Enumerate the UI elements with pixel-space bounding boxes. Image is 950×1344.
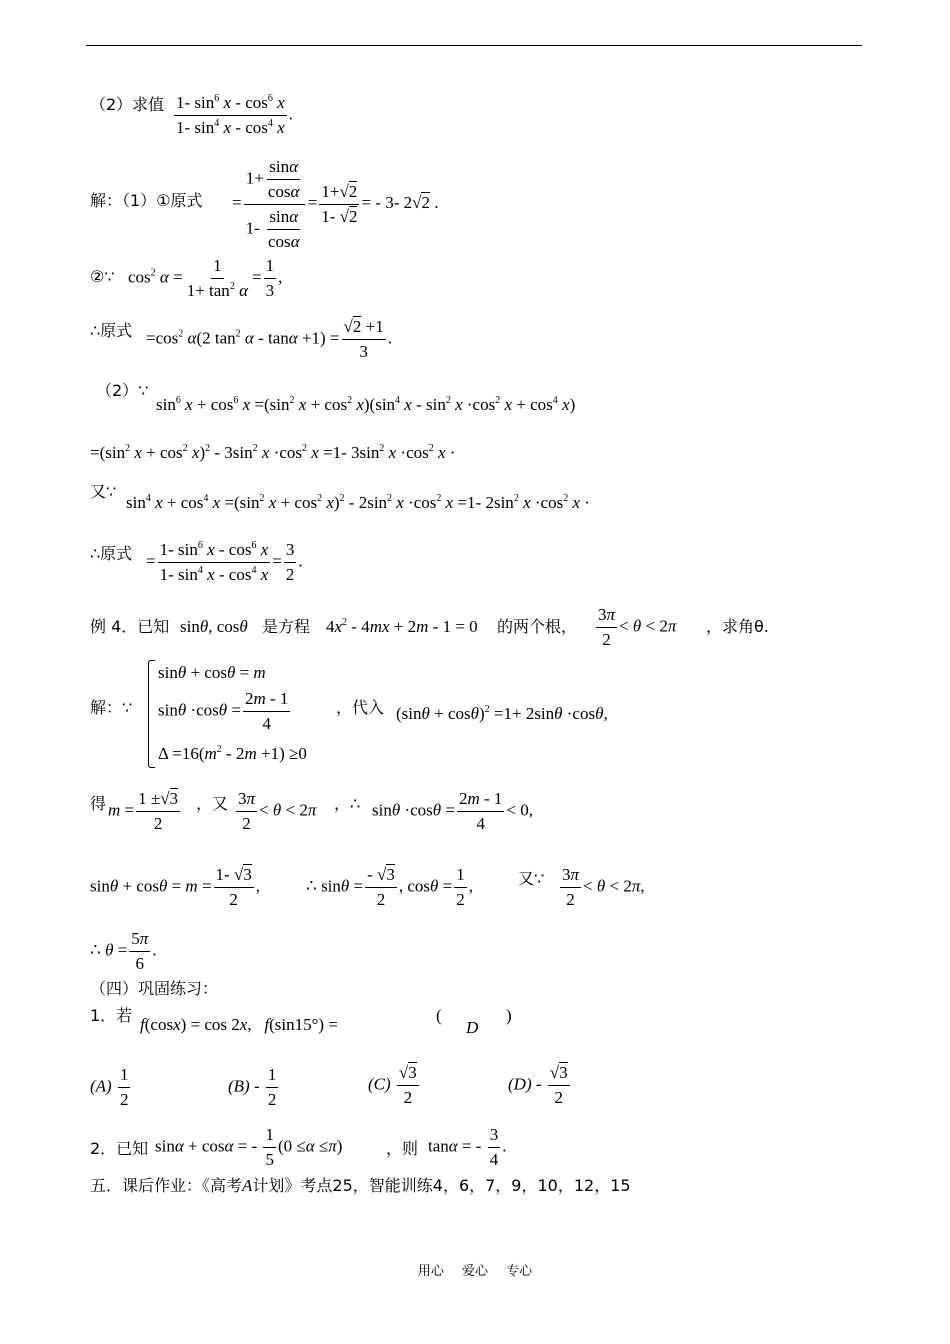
therefore-formula-2: = $\frac{1- \sin^6 x - \cos^6 x}{1- \sin^4 x - \cos^4 x}$ = $\frac{3}{2}$ . xyxy=(146,540,303,584)
get-m-formula: m = $\frac{1 \pm√3}{2}$ xyxy=(108,789,179,833)
example4-prefix: 例 4．已知 xyxy=(90,617,170,636)
therefore-label-1: ∴原式 xyxy=(90,321,133,340)
therefore-label-2: ∴原式 xyxy=(90,544,133,563)
example4-sincos: sinθ, cosθ xyxy=(180,617,248,636)
get-label: 得 xyxy=(90,794,107,813)
theta-result: ∴ θ = $\frac{5\pi}{6}$ . xyxy=(90,929,157,973)
section-four-heading: （四）巩固练习： xyxy=(90,979,219,998)
option-c: (C) $\frac{√3}{2}$ xyxy=(368,1063,417,1107)
solution-label: 解：（1）①原式 xyxy=(90,191,203,210)
part2-identity-1: $\sin^6 x + \cos^6 x =(\sin^2$ $x + \cos^2 x)(\sin^4$ $x - \sin^2 x \cdot\cos^2$ $x + \cos^4 x$) xyxy=(156,395,576,414)
example4-range: $\frac{3\pi}{2}$ < θ < 2π xyxy=(598,605,677,649)
option-a: (A) $\frac{1}{2}$ xyxy=(90,1065,129,1109)
step-2-formula: $\cos^2 \alpha$ = $\frac{1}{1+ \tan^2 \alpha}$ = $\frac{1}{3}$ , xyxy=(128,256,283,300)
product-formula: sinθ ·cosθ = $\frac{2m - 1}{4}$ < 0, xyxy=(372,789,534,833)
q2-condition: sinα + cosα = - $\frac{1}{5}$ (0 ≤α ≤π) xyxy=(155,1125,343,1169)
header-rule xyxy=(86,45,862,46)
q1-paren-left: ( xyxy=(436,1006,442,1025)
q1-prefix: 1．若 xyxy=(90,1006,133,1025)
section-five xyxy=(90,1177,631,1194)
substitute-formula: $(\sin\theta + \cos\theta)^2 =1+ 2\sin\theta \cdot\cos\theta$, xyxy=(396,704,608,723)
q2-answer: tanα = - $\frac{3}{4}$ . xyxy=(428,1125,507,1169)
example4-end: ，求角θ. xyxy=(706,617,769,636)
option-d-label: (D) - xyxy=(508,1074,542,1094)
sum-formula: sinθ + cosθ = m = $\frac{1- √3}{2}$ , xyxy=(90,865,261,909)
part2-fraction: $\frac{1- \sin^6 x - \cos^6 x}{1- \sin^4 x - \cos^4 x}$ . xyxy=(176,93,293,137)
values-formula: ∴ sinθ = $\frac{- √3}{2}$ , cosθ = $\frac{1}{2}$ , xyxy=(306,865,473,909)
part2-because-label: （2）∵ xyxy=(96,381,149,400)
option-a-label: (A) xyxy=(90,1076,112,1096)
also-label-1: ，又 xyxy=(196,794,229,813)
example4-equation: $4x^2 - 4mx + 2m - 1 = 0$ xyxy=(326,617,478,636)
system-eq-1: sinθ + cosθ = m xyxy=(158,663,266,682)
part2-label: （2）求值 xyxy=(90,95,165,114)
part2-identity-2: $=(\sin^2$ $x + \cos^2 x)^2 - 3\sin^2$ $x \cdot\cos^2$ x =1- $3\sin^2$ $x \cdot\cos^2$ x · xyxy=(90,443,456,462)
therefore-comma-label: ，∴ xyxy=(334,794,361,813)
range-formula-2: $\frac{3\pi}{2}$ < θ < 2π, xyxy=(562,865,645,909)
option-c-label: (C) xyxy=(368,1074,391,1094)
q1-paren-right: ) xyxy=(506,1006,512,1025)
also-because-label-2: 又∵ xyxy=(518,869,545,888)
section-five-text: 五．课后作业：《高考 xyxy=(90,1176,243,1195)
solution-1-formula: = 1+ $\frac{\sin\alpha}{\cos\alpha}$ 1- $\frac{\sin\alpha}{\cos\alpha}$ = $\frac{1+√2}{1- √2}$ = - 3- 2√2 . xyxy=(232,157,439,251)
section-five-a: A xyxy=(242,1176,253,1195)
option-b: (B) - $\frac{1}{2}$ xyxy=(228,1065,277,1109)
also-because-label: 又∵ xyxy=(90,482,117,501)
q2-then: ，则 xyxy=(386,1139,419,1158)
system-brace xyxy=(148,660,155,768)
option-b-label: (B) - xyxy=(228,1076,260,1096)
system-eq-2: sinθ ·cosθ = $\frac{2m - 1}{4}$ xyxy=(158,689,289,733)
step-2-label: ②∵ xyxy=(90,267,115,286)
option-d: (D) - $\frac{√3}{2}$ xyxy=(508,1063,568,1107)
q1-answer: D xyxy=(466,1018,479,1037)
q1-condition: f(cosx) = cos 2x, f(sin15°) = xyxy=(140,1015,338,1034)
page-footer: 用心 爱心 专心 xyxy=(417,1264,533,1279)
part2-identity-3: $\sin^4 x + \cos^4 x =(\sin^2$ $x + \cos^2 x)^2 - 2\sin^2$ $x \cdot\cos^2$ x =1- $2\sin^2$ $x \cdot\cos^2$ x · xyxy=(126,493,590,512)
ex4-solution-label: 解：∵ xyxy=(90,698,133,717)
section-five-rest: 计划》考点25，智能训练4，6，7，9，10，12，15 xyxy=(252,1176,631,1195)
therefore-formula-1: $=\cos^2$ α(2 $\tan^2 \alpha - \tan\alpha +1$) = $\frac{√2 +1}{3}$ . xyxy=(146,317,392,361)
example4-mid: 是方程 xyxy=(262,617,311,636)
example4-suffix: 的两个根， xyxy=(497,617,578,636)
range-formula-1: $\frac{3\pi}{2}$ < θ < 2π xyxy=(238,789,317,833)
q2-prefix: 2．已知 xyxy=(90,1139,149,1158)
system-eq-3: $\Delta =16(m^2 - 2m +1) \ge 0$ xyxy=(158,744,307,763)
substitute-label: ，代入 xyxy=(336,698,385,717)
part2-prompt xyxy=(90,97,164,113)
